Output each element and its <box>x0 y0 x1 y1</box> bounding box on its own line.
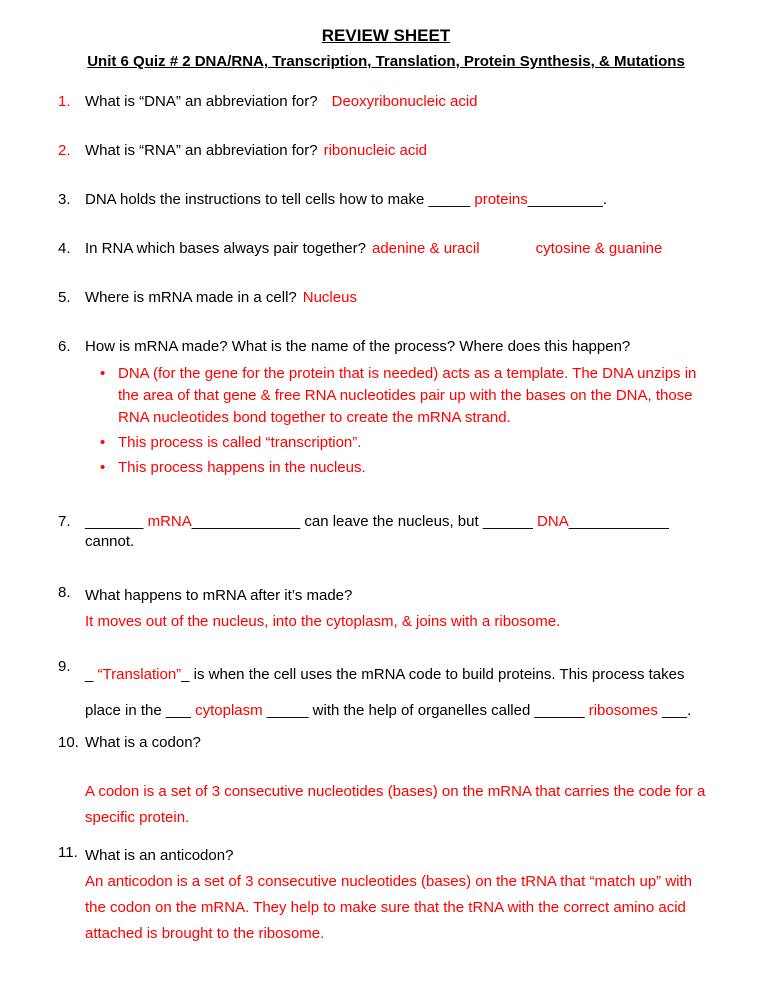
page-subtitle: Unit 6 Quiz # 2 DNA/RNA, Transcription, Translation, Protein Synthesis, & Mutations <box>87 53 685 70</box>
question-10-content <box>85 733 714 831</box>
question-4-answer-1: adenine & uracil <box>371 240 480 257</box>
question-7-content <box>85 512 714 552</box>
question-3 <box>58 190 714 210</box>
question-4-answer-2: cytosine & guanine <box>535 240 663 257</box>
question-10-text: What is a codon? <box>85 734 201 751</box>
question-7 <box>58 512 714 552</box>
question-3-answer: proteins <box>474 191 528 208</box>
question-11 <box>58 843 714 947</box>
question-7-blank-1: _______ <box>85 513 148 530</box>
bullet-icon: • <box>100 365 106 382</box>
question-9-content <box>85 657 714 729</box>
question-3-text-post: _________. <box>527 191 607 208</box>
question-9-text-mid-2: _____ with the help of organelles called ______ <box>262 702 589 719</box>
question-7-answer-2: DNA <box>537 513 569 530</box>
question-6-text: How is mRNA made? What is the name of the process? Where does this happen? <box>85 338 631 355</box>
question-5-content <box>85 288 714 308</box>
question-9-text-pre: _ <box>85 666 98 683</box>
question-9-answer-2: cytoplasm <box>195 702 263 719</box>
question-1-number: 1. <box>58 93 71 110</box>
question-1-content <box>85 92 714 112</box>
bullet-text-1: DNA (for the gene for the protein that is needed) acts as a template. The DNA unzips in the area of that gene & free RNA nucleotides pair up with the bases on the DNA, those RNA nucleotides bond together to create the mRNA strand. <box>118 365 697 426</box>
question-6 <box>58 337 714 482</box>
question-11-answer: An anticodon is a set of 3 consecutive nucleotides (bases) on the tRNA that “match up” with the codon on the mRNA. They help to make sure that the tRNA with the correct amino acid attached is brought to the ribosome. <box>85 873 692 942</box>
question-11-number: 11. <box>58 844 78 861</box>
question-1-text: What is “DNA” an abbreviation for? <box>85 93 318 110</box>
question-10-number: 10. <box>58 734 79 751</box>
question-5-answer: Nucleus <box>302 289 357 306</box>
question-1 <box>58 92 714 112</box>
bullet-icon: • <box>100 459 106 476</box>
question-7-text-mid: _____________ can leave the nucleus, but ______ <box>191 513 538 530</box>
question-2-answer: ribonucleic acid <box>323 142 427 159</box>
question-5-text: Where is mRNA made in a cell? <box>85 289 297 306</box>
question-8 <box>58 583 714 635</box>
bullet-text-3: This process happens in the nucleus. <box>118 459 366 476</box>
question-5 <box>58 288 714 308</box>
question-2-content <box>85 141 714 161</box>
question-10-answer: A codon is a set of 3 consecutive nucleotides (bases) on the mRNA that carries the code for a specific protein. <box>85 783 706 826</box>
question-3-text-pre: DNA holds the instructions to tell cells how to make _____ <box>85 191 475 208</box>
question-1-answer: Deoxyribonucleic acid <box>331 93 478 110</box>
question-7-text-end: ____________ cannot. <box>85 513 669 550</box>
question-9 <box>58 657 714 729</box>
bullet-item-3 <box>100 457 714 479</box>
question-2 <box>58 141 714 161</box>
question-8-text: What happens to mRNA after it’s made? <box>85 587 353 604</box>
question-7-answer-1: mRNA <box>147 513 192 530</box>
question-10 <box>58 733 714 831</box>
question-3-number: 3. <box>58 191 71 208</box>
question-6-content <box>85 337 714 482</box>
question-9-text-end: ___. <box>657 702 692 719</box>
question-11-text: What is an anticodon? <box>85 847 234 864</box>
question-9-text-mid-1: _ is when the cell uses the mRNA code to build proteins. This process takes place in the ___ <box>85 666 685 719</box>
question-4-text: In RNA which bases always pair together? <box>85 240 366 257</box>
bullet-text-2: This process is called “transcription”. <box>118 434 362 451</box>
question-4-content <box>85 239 714 259</box>
question-11-content <box>85 843 714 947</box>
question-7-number: 7. <box>58 513 71 530</box>
bullet-icon: • <box>100 434 106 451</box>
question-8-number: 8. <box>58 584 71 601</box>
question-2-text: What is “RNA” an abbreviation for? <box>85 142 318 159</box>
question-9-answer-3: ribosomes <box>588 702 658 719</box>
question-3-content <box>85 190 714 210</box>
question-9-number: 9. <box>58 658 71 675</box>
bullet-item-1 <box>100 363 714 429</box>
page-title: REVIEW SHEET <box>321 26 451 45</box>
question-2-number: 2. <box>58 142 71 159</box>
question-list <box>58 92 714 947</box>
question-9-answer-1: “Translation” <box>97 666 182 683</box>
question-8-content <box>85 583 714 635</box>
bullet-item-2 <box>100 432 714 454</box>
question-4 <box>58 239 714 259</box>
question-4-number: 4. <box>58 240 71 257</box>
question-6-number: 6. <box>58 338 71 355</box>
question-5-number: 5. <box>58 289 71 306</box>
question-8-answer: It moves out of the nucleus, into the cytoplasm, & joins with a ribosome. <box>85 613 561 630</box>
question-6-answers <box>100 363 714 479</box>
